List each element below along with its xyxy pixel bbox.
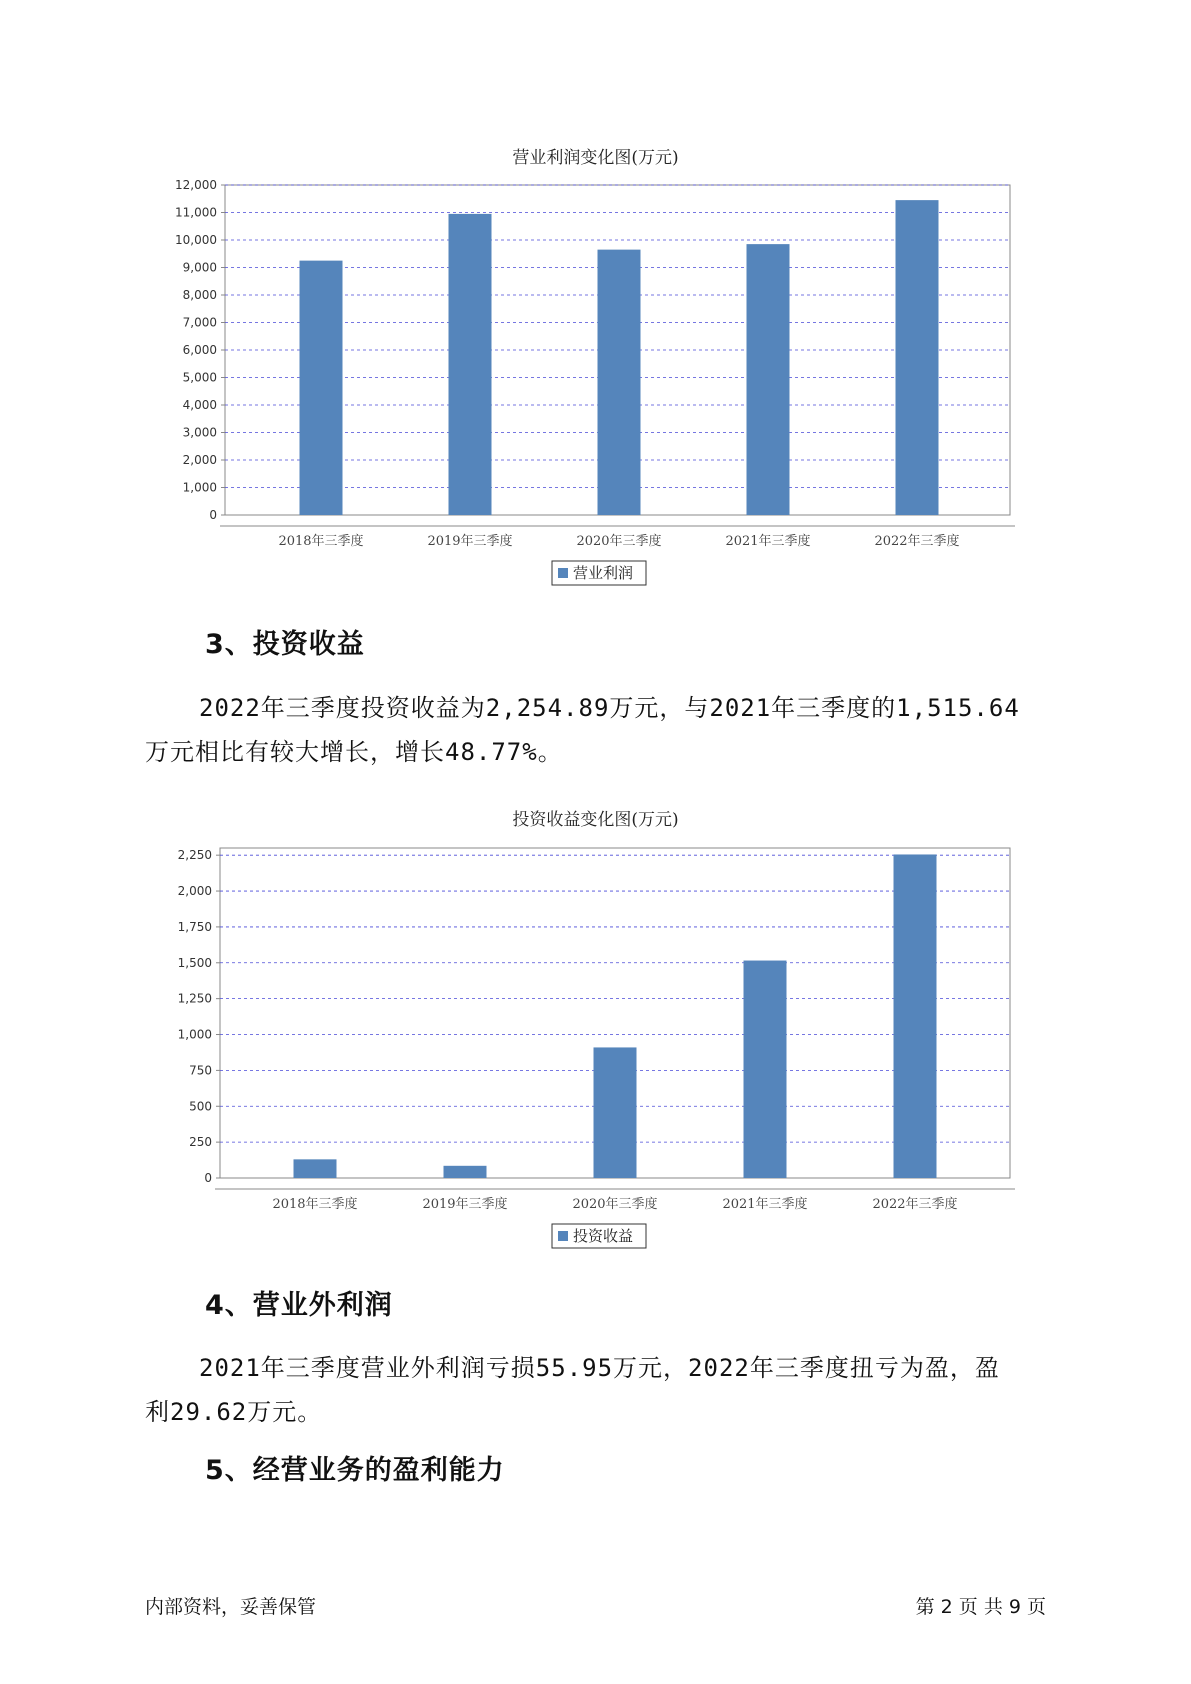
x-tick-label: 2021年三季度: [722, 1197, 808, 1212]
y-tick-label: 12,000: [175, 178, 217, 192]
y-tick-label: 1,000: [182, 480, 217, 495]
chart-title: 营业利润变化图(万元): [512, 148, 679, 168]
y-tick-label: 1,500: [177, 955, 212, 970]
y-tick-label: 2,250: [177, 848, 212, 863]
bar: [744, 961, 787, 1178]
y-tick-label: 0: [209, 508, 217, 522]
paragraph-line: 万元相比有较大增长，增长48.77%。: [145, 738, 563, 766]
page-number: 第 2 页 共 9 页: [915, 1596, 1046, 1618]
y-tick-label: 6,000: [182, 343, 217, 357]
x-tick-label: 2020年三季度: [572, 1197, 658, 1212]
y-tick-label: 11,000: [175, 205, 217, 220]
y-tick-label: 750: [189, 1063, 212, 1078]
y-tick-label: 500: [189, 1099, 212, 1114]
x-tick-label: 2021年三季度: [725, 534, 811, 549]
y-tick-label: 8,000: [182, 288, 217, 302]
paragraph-line: 2021年三季度营业外利润亏损55.95万元，2022年三季度扭亏为盈，盈: [199, 1354, 1000, 1382]
y-tick-label: 2,000: [177, 884, 212, 899]
y-tick-label: 4,000: [182, 398, 217, 412]
y-tick-label: 0: [204, 1171, 212, 1185]
section-heading: 3、投资收益: [205, 629, 365, 660]
y-tick-label: 250: [189, 1135, 212, 1150]
section-heading: 4、营业外利润: [205, 1290, 393, 1321]
x-tick-label: 2019年三季度: [427, 534, 513, 549]
legend-label: 投资收益: [573, 1227, 634, 1245]
section-heading: 5、经营业务的盈利能力: [205, 1455, 505, 1486]
y-tick-label: 1,250: [177, 991, 212, 1006]
footer-note: 内部资料，妥善保管: [145, 1596, 317, 1618]
x-tick-label: 2020年三季度: [576, 534, 662, 549]
bar: [594, 1047, 637, 1178]
y-tick-label: 2,000: [182, 453, 217, 467]
x-tick-label: 2022年三季度: [872, 1197, 958, 1212]
legend-swatch: [558, 1231, 568, 1241]
paragraph: [145, 1346, 1065, 1434]
y-tick-label: 3,000: [182, 425, 217, 440]
x-tick-label: 2018年三季度: [272, 1197, 358, 1212]
y-tick-label: 5,000: [182, 370, 217, 385]
y-tick-label: 1,750: [177, 919, 212, 934]
paragraph-line: 利29.62万元。: [145, 1398, 323, 1426]
y-tick-label: 10,000: [175, 233, 217, 247]
y-tick-label: 1,000: [177, 1027, 212, 1042]
x-tick-label: 2019年三季度: [422, 1197, 508, 1212]
bar: [444, 1166, 487, 1178]
x-tick-label: 2022年三季度: [874, 534, 960, 549]
x-tick-label: 2018年三季度: [278, 534, 364, 549]
bar: [894, 854, 937, 1178]
legend: [552, 1224, 646, 1248]
chart-title: 投资收益变化图(万元): [512, 810, 679, 830]
paragraph-line: 2022年三季度投资收益为2,254.89万元，与2021年三季度的1,515.64: [199, 694, 1020, 722]
legend-label: 营业利润: [573, 564, 634, 582]
bar: [294, 1159, 337, 1178]
y-tick-label: 9,000: [182, 260, 217, 275]
y-tick-label: 7,000: [182, 315, 217, 330]
